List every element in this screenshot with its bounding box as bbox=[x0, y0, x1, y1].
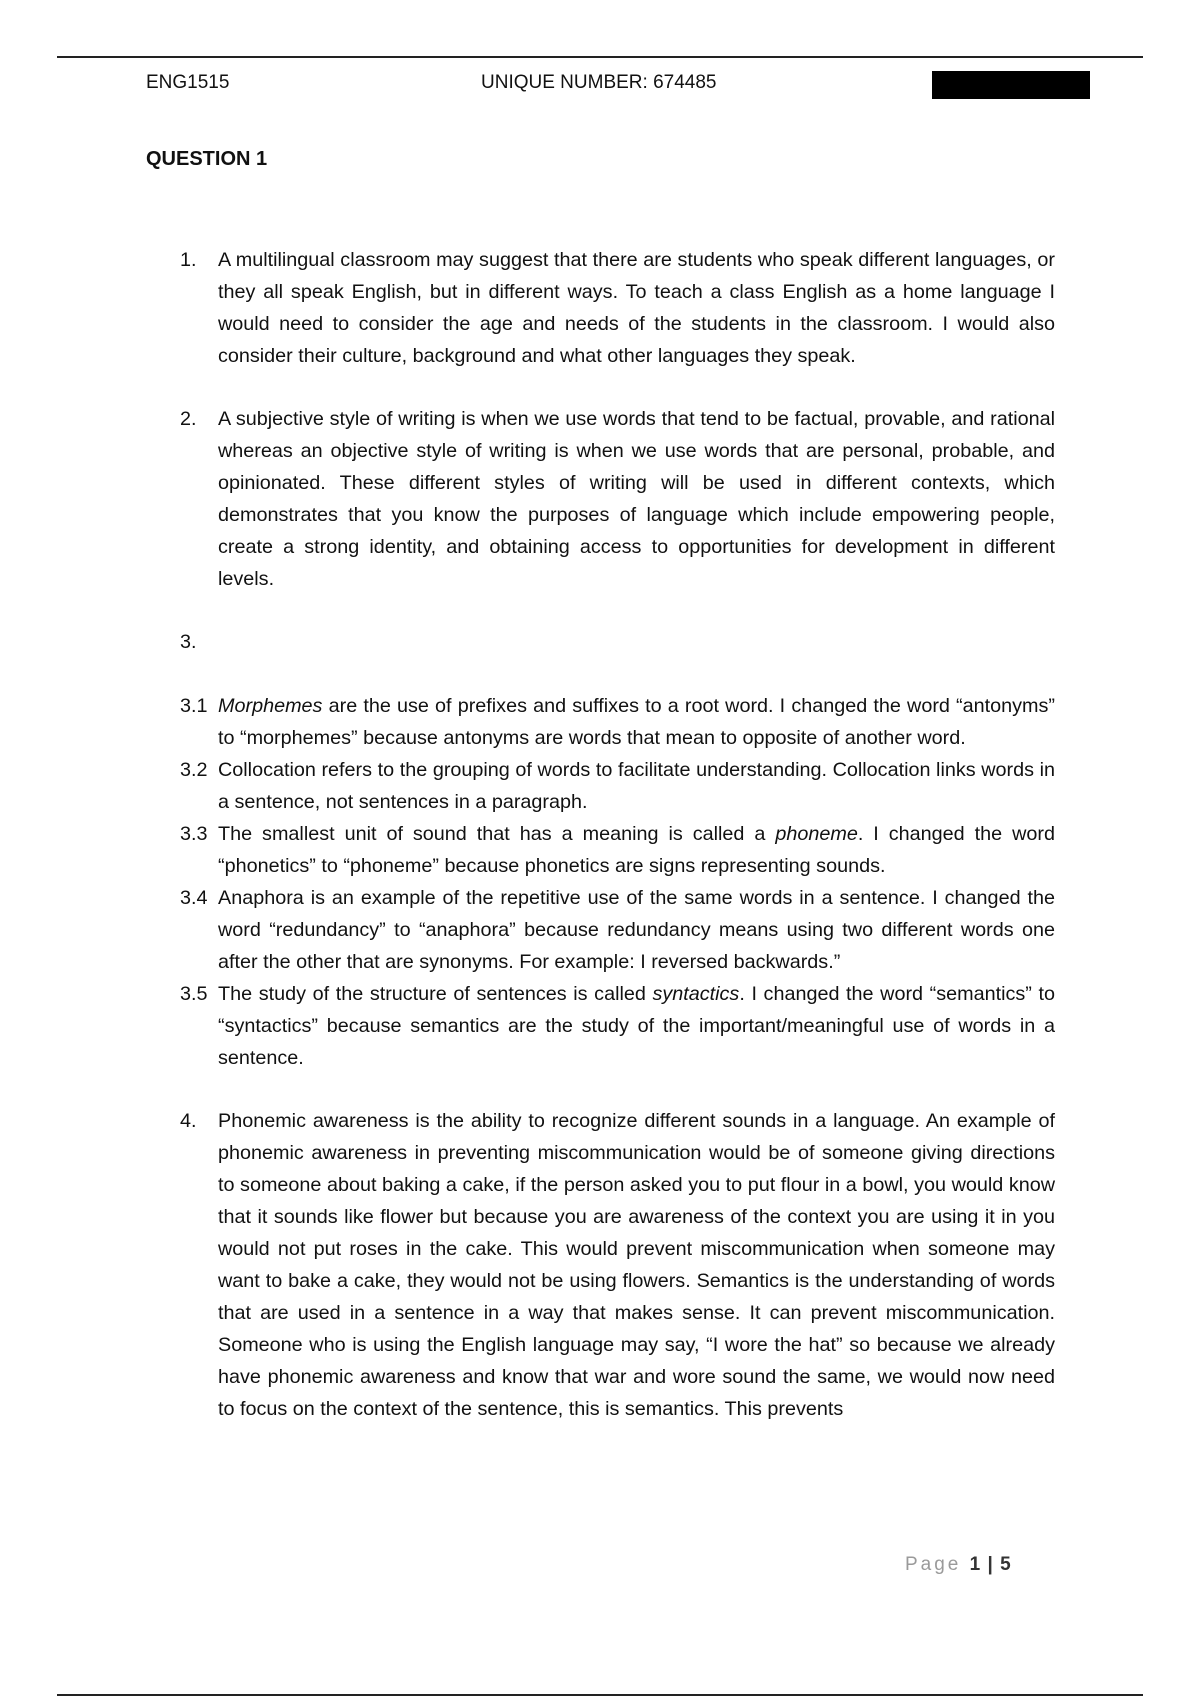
answer-item-1 bbox=[180, 244, 1055, 372]
sub-answer-number: 3.3 bbox=[180, 823, 208, 845]
sub-answer-text: Collocation refers to the grouping of words to facilitate understanding. Collocation links words in a sentence, not sentences in a paragraph. bbox=[218, 759, 1055, 813]
sub-answer-text-before: The smallest unit of sound that has a meaning is called a bbox=[218, 823, 776, 845]
sub-answer-text-after: . I changed the word “semantics” to “syntactics” because semantics are the study of the important/meaningful use of words in a sentence. bbox=[218, 983, 1055, 1069]
answer-text: A multilingual classroom may suggest that there are students who speak different languages, or they all speak English, but in different ways. To teach a class English as a home language I would need to consider the age and needs of the students in the classroom. I would also consider their culture, background and what other languages they speak. bbox=[218, 249, 1055, 367]
redacted-student-number bbox=[932, 71, 1090, 99]
sub-answer-3-2 bbox=[180, 754, 1055, 818]
sub-answer-text-after: . I changed the word “phonetics” to “phoneme” because phonetics are signs representing sounds. bbox=[218, 823, 1055, 877]
page-footer bbox=[905, 1554, 1012, 1576]
answer-content bbox=[180, 244, 1055, 1425]
course-code: ENG1515 bbox=[146, 72, 230, 93]
sub-answer-3-1 bbox=[180, 690, 1055, 754]
answer-number: 1. bbox=[180, 249, 197, 271]
answer-number: 2. bbox=[180, 408, 197, 430]
sub-answer-3-4 bbox=[180, 882, 1055, 978]
sub-answer-number: 3.2 bbox=[180, 759, 208, 781]
sub-answer-3-3 bbox=[180, 818, 1055, 882]
bottom-rule bbox=[57, 1694, 1143, 1696]
sub-answer-text: Anaphora is an example of the repetitive use of the same words in a sentence. I changed the word “redundancy” to “anaphora” because redundancy means using two different words one after the other that are synonyms. For example: I reversed backwards.” bbox=[218, 887, 1055, 973]
answer-text: A subjective style of writing is when we use words that tend to be factual, provable, and rational whereas an objective style of writing is when we use words that are personal, probable, and opinionated. These different styles of writing will be used in different contexts, which demonstrates that you know the purposes of language which include empowering people, create a strong identity, and obtaining access to opportunities for development in different levels. bbox=[218, 408, 1055, 590]
answer-item-4 bbox=[180, 1105, 1055, 1425]
answer-text: Phonemic awareness is the ability to recognize different sounds in a language. An example of phonemic awareness in preventing miscommunication would be of someone giving directions to someone about baking a cake, if the person asked you to put flour in a bowl, you would know that it sounds like flower but because you are awareness of the context you are using it in you would not put roses in the cake. This would prevent miscommunication when someone may want to bake a cake, they would not be using flowers. Semantics is the understanding of words that are used in a sentence in a way that makes sense. It can prevent miscommunication. Someone who is using the English language may say, “I wore the hat” so because we already have phonemic awareness and know that war and wore sound the same, we would now need to focus on the context of the sentence, this is semantics. This prevents bbox=[218, 1110, 1055, 1420]
unique-number: UNIQUE NUMBER: 674485 bbox=[481, 72, 717, 93]
sub-answer-text-before: The study of the structure of sentences is called bbox=[218, 983, 653, 1005]
sub-answer-number: 3.5 bbox=[180, 983, 208, 1005]
term-syntactics: syntactics bbox=[652, 983, 740, 1005]
page-label: Page bbox=[905, 1554, 962, 1575]
top-rule bbox=[57, 56, 1143, 58]
answer-item-2 bbox=[180, 403, 1055, 595]
sub-answer-number: 3.4 bbox=[180, 887, 208, 909]
page-number: 1 | 5 bbox=[969, 1554, 1012, 1575]
question-heading: QUESTION 1 bbox=[146, 148, 268, 170]
sub-answer-number: 3.1 bbox=[180, 695, 208, 717]
answer-number: 4. bbox=[180, 1110, 197, 1132]
answer-number: 3. bbox=[180, 631, 197, 653]
sub-answer-text: are the use of prefixes and suffixes to a root word. I changed the word “antonyms” to “morphemes” because antonyms are words that mean to opposite of another word. bbox=[218, 695, 1055, 749]
answer-text bbox=[218, 631, 224, 653]
term-morphemes: Morphemes bbox=[218, 695, 323, 717]
answer-item-3 bbox=[180, 626, 1055, 658]
sub-answer-3-5 bbox=[180, 978, 1055, 1074]
term-phoneme: phoneme bbox=[775, 823, 858, 845]
